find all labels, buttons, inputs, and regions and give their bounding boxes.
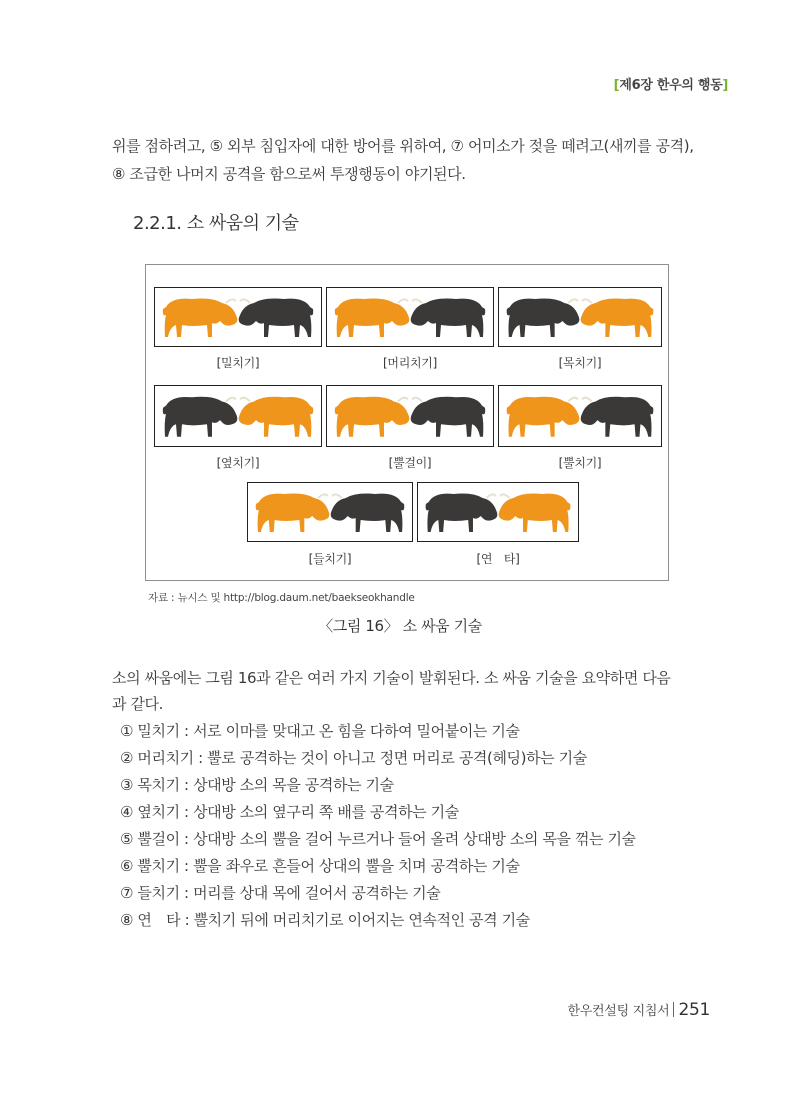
left-bull-icon	[507, 299, 580, 338]
chapter-title: 제6장 한우의 행동	[619, 78, 723, 93]
bull-fight-illustration	[158, 291, 318, 343]
list-item: ① 밀치기 : 서로 이마를 맞대고 온 힘을 다하여 밀어붙이는 기술	[120, 722, 520, 740]
body-line-1: 소의 싸움에는 그림 16과 같은 여러 가지 기술이 발휘된다. 소 싸움 기술을 요약하면 다음	[112, 669, 671, 687]
bracket-close: ]	[722, 78, 728, 93]
technique-list	[120, 718, 636, 934]
panel-label-2: [머리치기]	[383, 356, 437, 370]
panel-ppulgeori	[326, 385, 494, 447]
section-title: 2.2.1. 소 싸움의 기술	[133, 213, 299, 234]
figure-caption: 〈그림 16〉 소 싸움 기술	[318, 617, 482, 635]
left-bull-icon	[426, 494, 498, 533]
panel-meorichigi	[326, 287, 494, 347]
left-bull-icon	[335, 299, 410, 338]
panel-label-7: [들치기]	[308, 552, 352, 566]
right-bull-icon	[499, 494, 571, 533]
right-bull-icon	[411, 397, 486, 437]
left-bull-icon	[256, 494, 330, 533]
bull-fight-illustration	[158, 389, 318, 443]
panel-yeopchigi	[154, 385, 322, 447]
right-bull-icon	[239, 397, 314, 437]
panel-mokchigi	[498, 287, 662, 347]
bull-fight-illustration	[251, 486, 409, 538]
page-number: 251	[678, 1000, 710, 1020]
right-bull-icon	[411, 299, 486, 338]
panel-yeonta	[417, 482, 579, 542]
right-bull-icon	[239, 299, 314, 338]
figure-source: 자료 : 뉴시스 및 http://blog.daum.net/baekseokhandle	[148, 592, 415, 604]
left-bull-icon	[335, 397, 410, 437]
left-bull-icon	[163, 299, 238, 338]
right-bull-icon	[581, 299, 654, 338]
list-item: ⑤ 뿔걸이 : 상대방 소의 뿔을 걸어 누르거나 들어 올려 상대방 소의 목을 꺾는 기술	[120, 830, 636, 848]
list-item: ④ 옆치기 : 상대방 소의 옆구리 쪽 배를 공격하는 기술	[120, 803, 459, 821]
list-item: ⑦ 들치기 : 머리를 상대 목에 걸어서 공격하는 기술	[120, 884, 441, 902]
footer-divider	[673, 1002, 674, 1017]
panel-milchigi	[154, 287, 322, 347]
figure-16	[145, 264, 669, 581]
list-item: ⑥ 뿔치기 : 뿔을 좌우로 흔들어 상대의 뿔을 치며 공격하는 기술	[120, 857, 520, 875]
panel-label-6: [뿔치기]	[558, 456, 602, 470]
panel-label-8: [연 타]	[476, 552, 520, 566]
panel-ppulchigi	[498, 385, 662, 447]
bull-fight-illustration	[421, 486, 575, 538]
bracket-open: [	[613, 78, 620, 93]
panel-label-1: [밀치기]	[216, 356, 260, 370]
body-line-2: 과 같다.	[112, 695, 164, 713]
page-footer	[568, 1000, 710, 1020]
bull-fight-illustration	[502, 291, 658, 343]
intro-line-1: 위를 점하려고, ⑤ 외부 침입자에 대한 방어를 위하여, ⑦ 어미소가 젖을 떼려고(새끼를 공격),	[112, 137, 694, 155]
left-bull-icon	[507, 397, 580, 437]
panel-label-4: [옆치기]	[216, 456, 260, 470]
right-bull-icon	[331, 494, 405, 533]
bull-fight-illustration	[330, 389, 490, 443]
panel-label-3: [목치기]	[558, 356, 602, 370]
panel-label-5: [뿔걸이]	[388, 456, 432, 470]
chapter-header	[614, 74, 728, 93]
left-bull-icon	[163, 397, 238, 437]
bull-fight-illustration	[502, 389, 658, 443]
list-item: ③ 목치기 : 상대방 소의 목을 공격하는 기술	[120, 776, 394, 794]
list-item: ⑧ 연 타 : 뿔치기 뒤에 머리치기로 이어지는 연속적인 공격 기술	[120, 911, 530, 929]
bull-fight-illustration	[330, 291, 490, 343]
intro-line-2: ⑧ 조급한 나머지 공격을 함으로써 투쟁행동이 야기된다.	[112, 165, 466, 183]
panel-deulchigi	[247, 482, 413, 542]
book-title: 한우컨설팅 지침서	[567, 1004, 670, 1019]
right-bull-icon	[581, 397, 654, 437]
list-item: ② 머리치기 : 뿔로 공격하는 것이 아니고 정면 머리로 공격(헤딩)하는 기술	[120, 749, 587, 767]
